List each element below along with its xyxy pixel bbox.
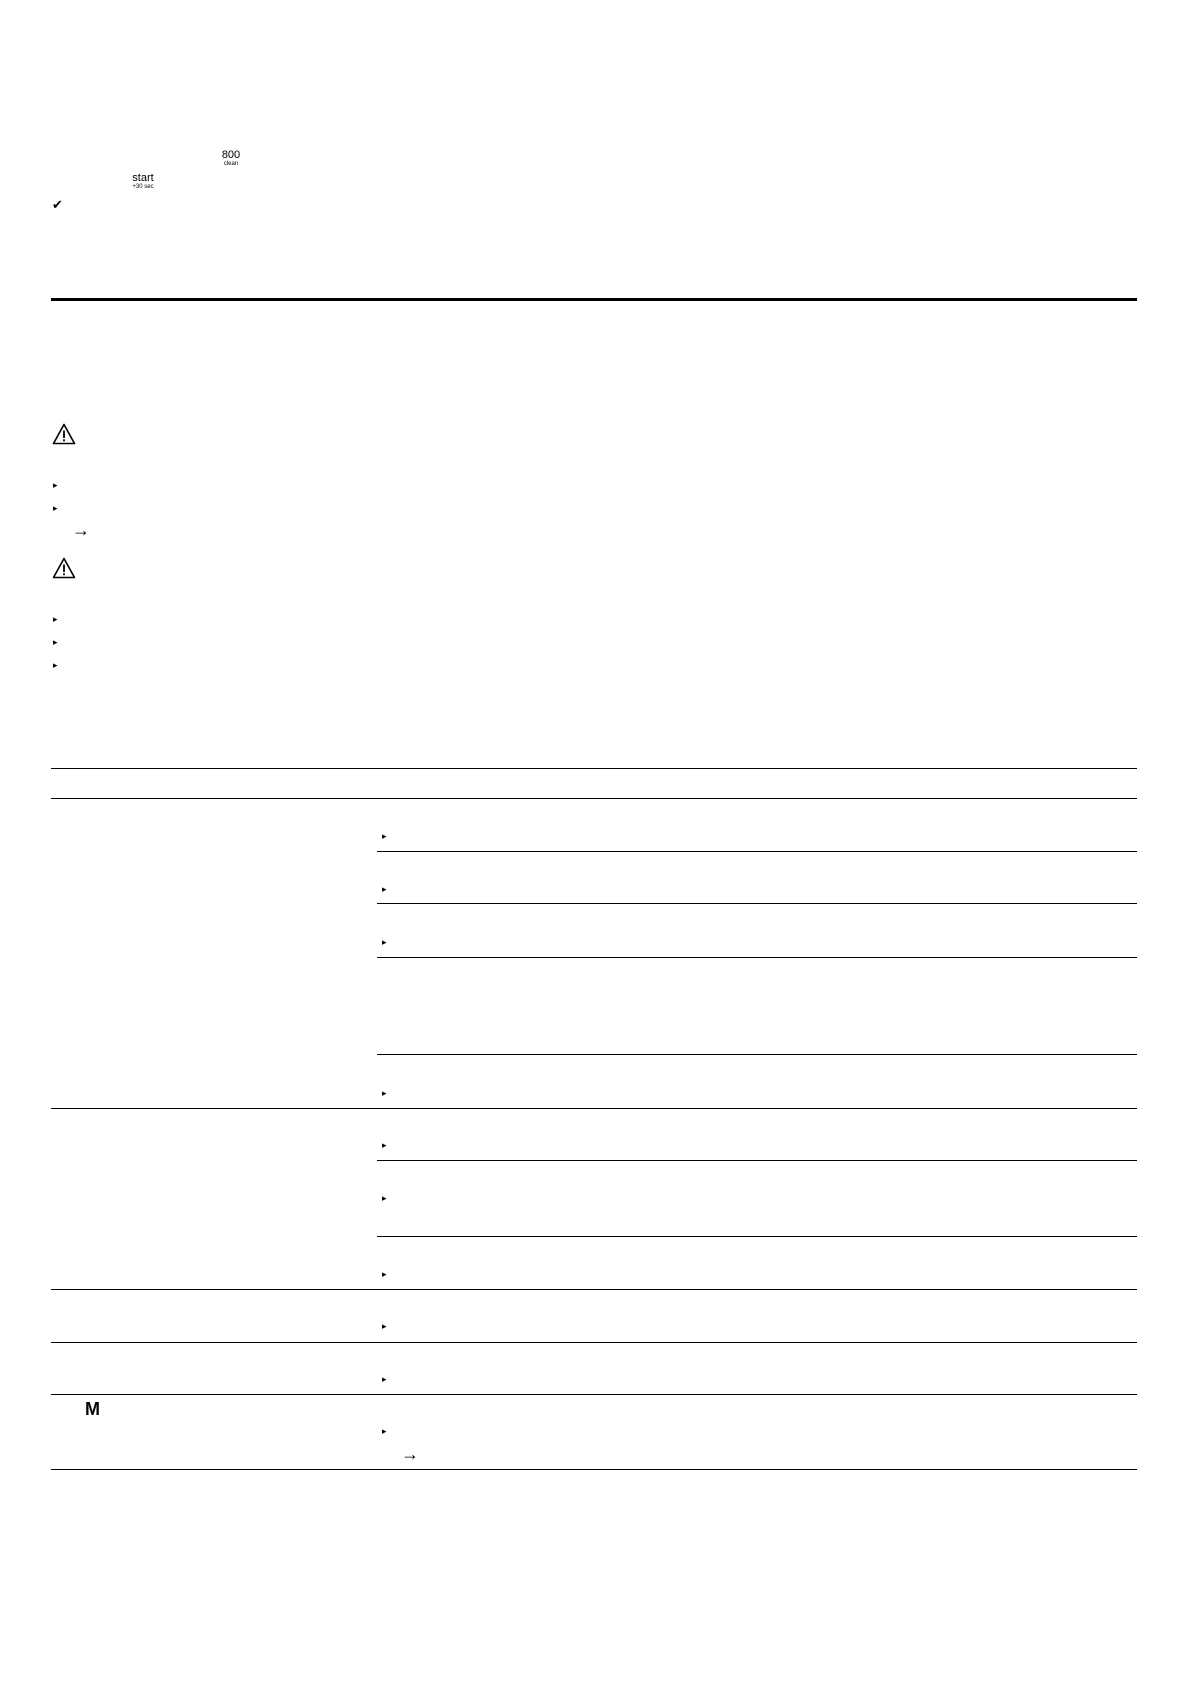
check-icon: ✔ bbox=[52, 197, 63, 212]
bullet-icon: ▸ bbox=[53, 637, 58, 647]
row-divider bbox=[377, 1160, 1137, 1161]
group-divider bbox=[51, 1394, 1137, 1395]
row-divider bbox=[377, 903, 1137, 904]
arrow-icon: → bbox=[401, 1444, 419, 1464]
bullet-icon: ▸ bbox=[382, 1321, 387, 1331]
bullet-icon: ▸ bbox=[382, 831, 387, 841]
bullet-icon: ▸ bbox=[382, 937, 387, 947]
start-button-symbol bbox=[127, 173, 159, 191]
bullet-icon: ▸ bbox=[53, 614, 58, 624]
group-divider bbox=[51, 1108, 1137, 1109]
table-bottom-rule bbox=[51, 1469, 1137, 1470]
bullet-icon: ▸ bbox=[382, 1088, 387, 1098]
clean-button-sublabel: clean bbox=[223, 161, 239, 167]
table-header-bottom-rule bbox=[51, 798, 1137, 799]
warning-icon bbox=[52, 423, 76, 445]
bullet-icon: ▸ bbox=[53, 660, 58, 670]
table-header-top-rule bbox=[51, 768, 1137, 769]
row-divider bbox=[377, 851, 1137, 852]
bullet-icon: ▸ bbox=[53, 503, 58, 513]
row-divider bbox=[377, 957, 1137, 958]
bullet-icon: ▸ bbox=[382, 1269, 387, 1279]
start-button-sublabel: +30 sec bbox=[132, 184, 154, 190]
m-key-icon: M bbox=[85, 1399, 100, 1419]
clean-button-symbol bbox=[214, 150, 248, 168]
bullet-icon: ▸ bbox=[382, 1426, 387, 1436]
bullet-icon: ▸ bbox=[53, 480, 58, 490]
bullet-icon: ▸ bbox=[382, 884, 387, 894]
warning-icon bbox=[52, 557, 76, 579]
bullet-icon: ▸ bbox=[382, 1193, 387, 1203]
bullet-icon: ▸ bbox=[382, 1140, 387, 1150]
clean-button-label: 800 bbox=[221, 149, 241, 161]
bullet-icon: ▸ bbox=[382, 1374, 387, 1384]
group-divider bbox=[51, 1342, 1137, 1343]
group-divider bbox=[51, 1289, 1137, 1290]
row-divider bbox=[377, 1236, 1137, 1237]
section-divider bbox=[51, 298, 1137, 301]
arrow-icon: → bbox=[72, 520, 90, 540]
start-button-label: start bbox=[132, 172, 154, 184]
row-divider bbox=[377, 1054, 1137, 1055]
